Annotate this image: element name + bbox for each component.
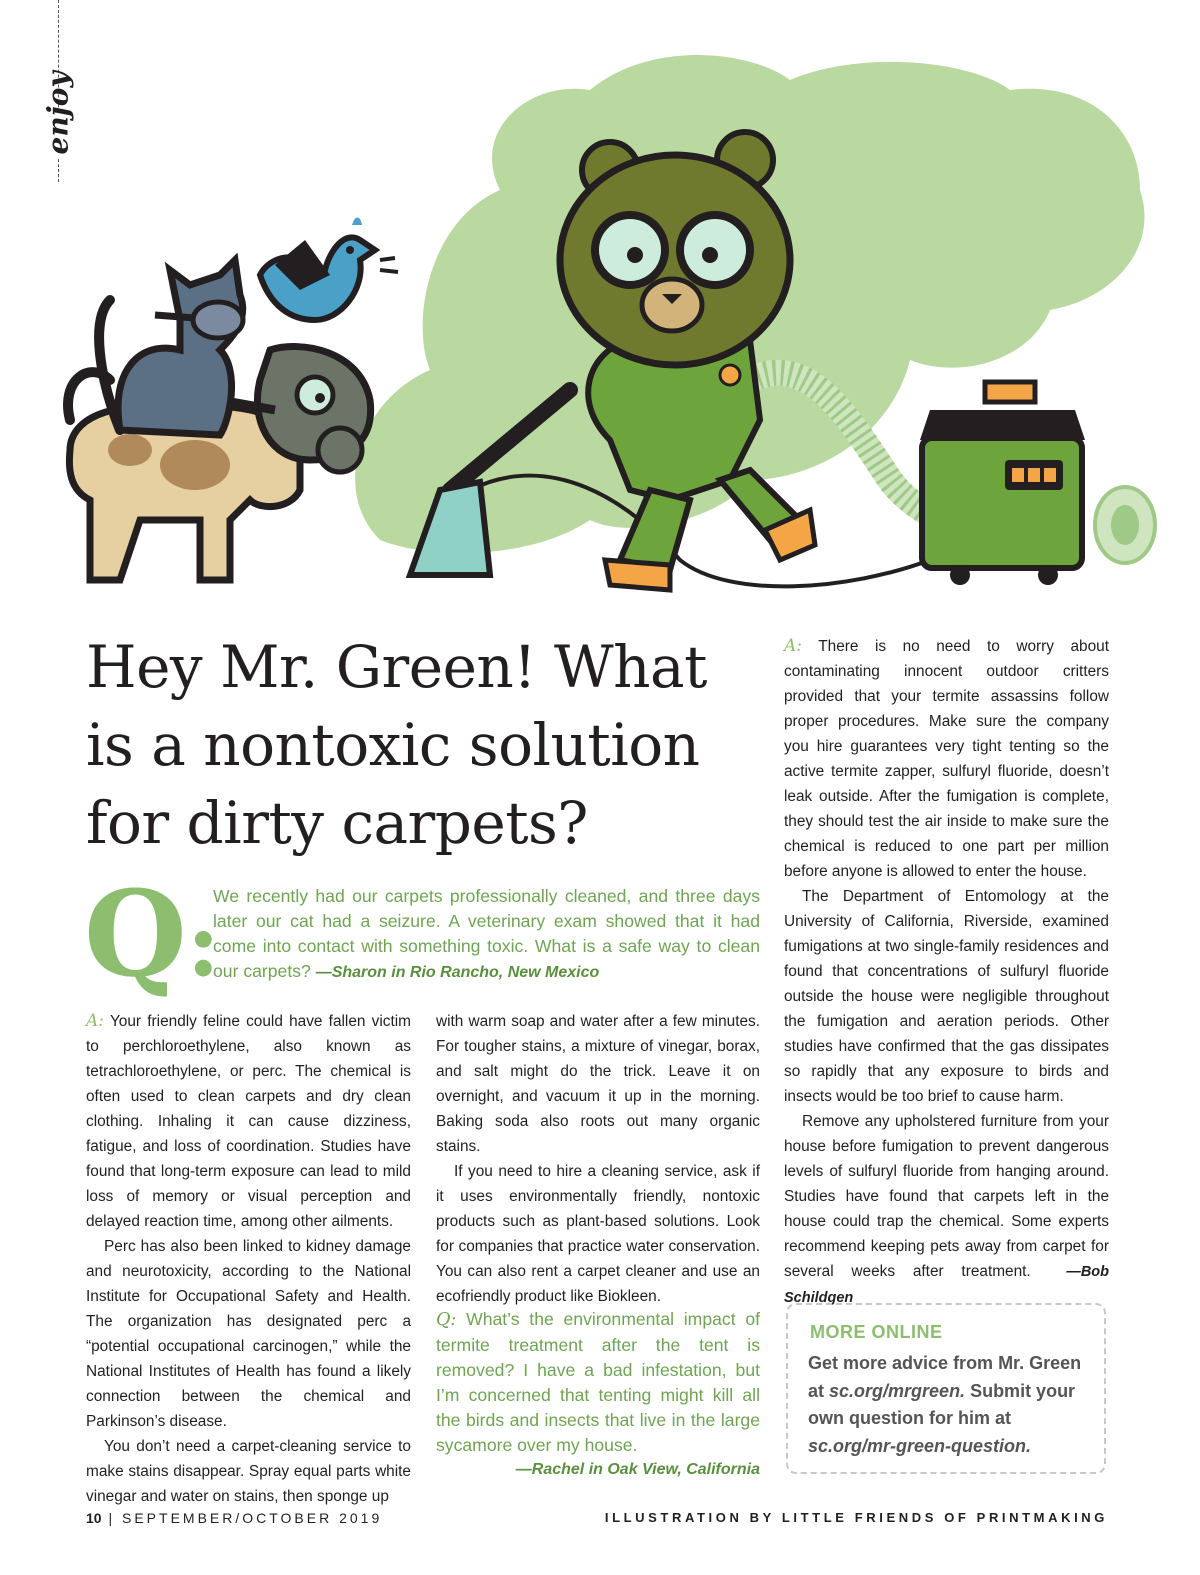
cat-in-gas-mask-icon [99,260,243,435]
q-drop-cap: Q: [84,864,221,1003]
mrgreen-link[interactable]: sc.org/mrgreen. [829,1380,966,1401]
footer-folio [86,1510,382,1526]
author-signature: —Bob Schildgen [784,1264,1109,1306]
carpet-cleaner-machine-icon [920,382,1085,585]
page-title: Hey Mr. Green! What is a nontoxic solution for dirty carpets? [86,633,707,857]
footer-separator: | [108,1510,116,1526]
question-2-signature: —Rachel in Oak View, California [515,1461,760,1478]
answer-1-paragraph: with warm soap and water after a few minutes. For tougher stains, a mixture of vinegar, borax, and salt might do the trick. Leave it on overnight, and vacuum it up in the morning. Baking soda also roots out many organic stains. [436,1013,760,1155]
question-1-signature: —Sharon in Rio Rancho, New Mexico [315,964,600,981]
more-online-text: Get more advice from Mr. Green at sc.org/mrgreen. Submit your own question for him at sc.org/mr-green-question. [808,1353,1082,1456]
answer-2-paragraph: The Department of Entomology at the University of California, Riverside, examined fumigations at two single-family residences and found that concentrations of sulfuryl fluoride outside the house were negligible throughout the fumigation and aeration periods. Other studies have confirmed that the gas dissipates so rapidly that any exposure to birds and insects would be too brief to cause harm. [784,888,1109,1105]
a-mark: A: [784,636,803,656]
issue-date: SEPTEMBER/OCTOBER 2019 [122,1510,383,1526]
question-2: Q: What’s the environmental impact of termite treatment after the tent is removed? I have a bad infestation, but I’m concerned that tenting might kill all the birds and insects that live in the large sycamore over my house. [436,1309,760,1455]
answer-2-paragraph: Remove any upholstered furniture from your house before fumigation to prevent dangerous levels of sulfuryl fluoride from hanging around. Studies have found that carpets left in the house could trap the chemical. Some experts recommend keeping pets away from carpet for several weeks after treatment. —Bob Schildgen [784,1113,1109,1306]
answer-2-paragraph: A: There is no need to worry about contaminating innocent outdoor critters provided that your termite assassins follow proper procedures. Make sure the company you hire guarantees very tight tenting so the active termite zapper, sulfuryl fluoride, doesn’t leak outside. After the fumigation is complete, they should test the air inside to make sure the chemical is reduced to one part per million before anyone is allowed to enter the house. [784,636,1110,880]
a-mark: A: [86,1011,105,1031]
column-2 [436,1009,760,1309]
page-number: 10 [86,1510,102,1526]
question-link[interactable]: sc.org/mr-green-question. [808,1435,1032,1456]
column-1 [86,1009,411,1509]
illustration-credit: ILLUSTRATION BY LITTLE FRIENDS OF PRINTMAKING [604,1510,1108,1525]
bird-icon [260,218,398,321]
more-online-heading: MORE ONLINE [810,1322,943,1342]
answer-1-paragraph: Perc has also been linked to kidney damage and neurotoxicity, according to the National Institute for Occupational Safety and Health. The organization has designated perc a “potential occupational carcinogen,” while the National Institutes of Health has found a likely connection between the chemical and Parkinson’s disease. [86,1238,411,1430]
question-1 [213,884,760,985]
answer-1-paragraph: If you need to hire a cleaning service, ask if it uses environmentally friendly, nontoxic products such as plant-based solutions. Look for companies that practice water conservation. You can also rent a carpet cleaner and use an ecofriendly product like Biokleen. [436,1163,760,1305]
section-label: enjoy [42,111,75,159]
question-1-text: We recently had our carpets professionally cleaned, and three days later our cat had a seizure. A veterinary exam showed that it had come into contact with something toxic. What is a safe way to clean our carpets? [213,886,760,981]
answer-1-paragraph: A: Your friendly feline could have fallen victim to perchloroethylene, also known as tetrachloroethylene, or perc. The chemical is often used to clean carpets and dry clean clothing. Inhaling it can cause dizziness, fatigue, and loss of coordination. Studies have found that long-term exposure can lead to mild loss of memory or visual perception and delayed reaction time, among other ailments. [86,1011,411,1230]
column-3 [784,634,1109,1311]
illustration [30,20,1180,600]
answer-1-paragraph: You don’t need a carpet-cleaning service to make stains disappear. Spray equal parts white vinegar and water on stains, then sponge up [86,1438,411,1505]
q2-mark: Q: [436,1310,457,1330]
